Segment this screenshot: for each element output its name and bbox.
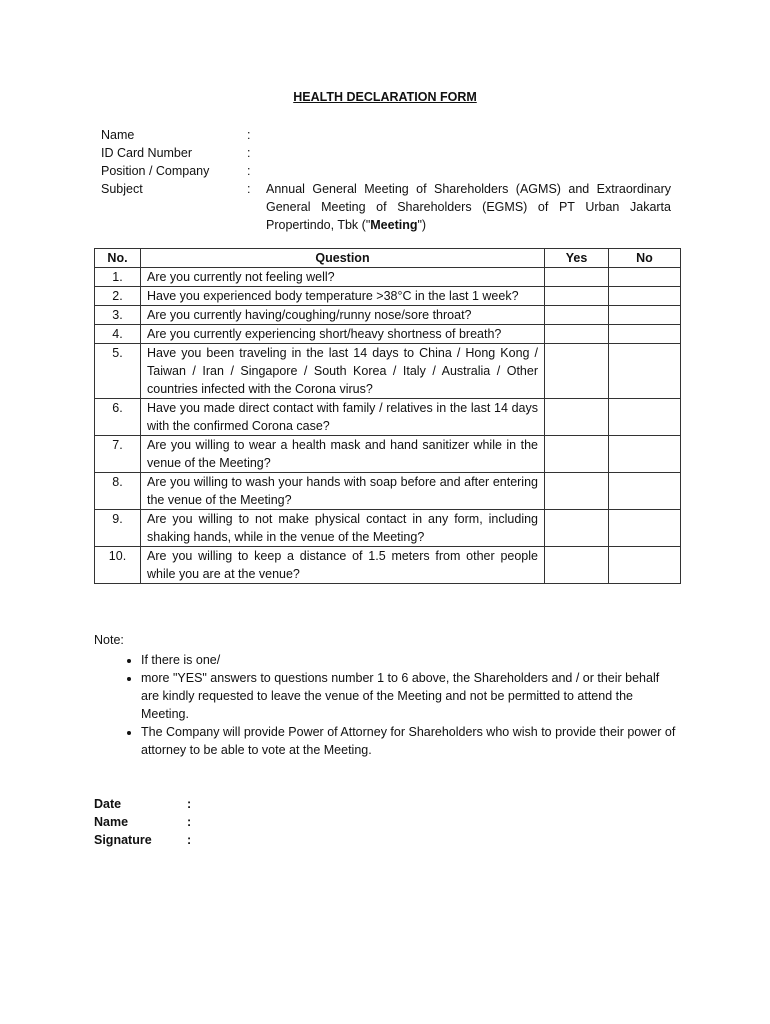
table-row	[95, 306, 681, 325]
no-answer-cell[interactable]	[609, 325, 681, 344]
no-answer-cell[interactable]	[609, 436, 681, 473]
table-row	[95, 287, 681, 306]
note-item: • more "YES" answers to questions number 1 to 6 above, the Shareholders and / or their behalf are kindly requested to leave the venue of the Meeting and not be permitted to attend the Meeting.	[141, 669, 680, 723]
date-row	[94, 795, 191, 813]
colon: :	[247, 182, 251, 196]
signature-row	[94, 831, 191, 849]
question-text: Are you willing to not make physical contact in any form, including shaking hands, while in the venue of the Meeting?	[141, 510, 545, 547]
yes-answer-cell[interactable]	[545, 306, 609, 325]
yes-answer-cell[interactable]	[545, 436, 609, 473]
page-title: HEALTH DECLARATION FORM	[293, 90, 477, 104]
question-text: Are you currently not feeling well?	[141, 268, 545, 287]
question-text: Have you been traveling in the last 14 days to China / Hong Kong / Taiwan / Iran / Singapore / South Korea / Italy / Australia / Other countries infected with the Corona virus?	[141, 344, 545, 399]
table-row	[95, 473, 681, 510]
question-number: 1.	[95, 268, 141, 287]
yes-answer-cell[interactable]	[545, 510, 609, 547]
question-text: Are you willing to keep a distance of 1.5 meters from other people while you are at the venue?	[141, 547, 545, 584]
name-label: Name	[101, 128, 135, 142]
colon: :	[187, 815, 192, 829]
table-header-row	[95, 249, 681, 268]
no-answer-cell[interactable]	[609, 268, 681, 287]
subject-text-before: Annual General Meeting of Shareholders (AGMS) and Extraordinary General Meeting of Shareholders (EGMS) of PT Urban Jakarta Propertindo, Tbk ("	[266, 182, 671, 232]
colon: :	[187, 797, 192, 811]
question-number: 2.	[95, 287, 141, 306]
signature-block	[94, 795, 191, 849]
column-header-yes: Yes	[545, 249, 609, 268]
question-number: 6.	[95, 399, 141, 436]
subject-text-after: ")	[417, 218, 427, 232]
position-company-label: Position / Company	[101, 164, 210, 178]
colon: :	[247, 128, 251, 142]
position-company-row	[101, 162, 673, 180]
note-heading: Note:	[94, 633, 124, 647]
question-text: Are you willing to wear a health mask and hand sanitizer while in the venue of the Meeting?	[141, 436, 545, 473]
question-text: Are you currently experiencing short/heavy shortness of breath?	[141, 325, 545, 344]
subject-text	[266, 180, 671, 234]
yes-answer-cell[interactable]	[545, 268, 609, 287]
name-row	[101, 126, 673, 144]
note-item: • The Company will provide Power of Attorney for Shareholders who wish to provide their power of attorney to be able to vote at the Meeting.	[141, 723, 680, 759]
subject-row	[101, 180, 673, 234]
signer-name-label: Name	[94, 815, 129, 829]
table-row	[95, 399, 681, 436]
colon: :	[247, 146, 251, 160]
question-number: 8.	[95, 473, 141, 510]
signer-name-row	[94, 813, 191, 831]
note-list	[94, 651, 680, 759]
health-questions-table	[94, 248, 681, 584]
table-row	[95, 325, 681, 344]
no-answer-cell[interactable]	[609, 287, 681, 306]
id-card-field[interactable]	[266, 144, 671, 162]
question-number: 4.	[95, 325, 141, 344]
question-text: Are you willing to wash your hands with soap before and after entering the venue of the Meeting?	[141, 473, 545, 510]
question-text: Are you currently having/coughing/runny nose/sore throat?	[141, 306, 545, 325]
table-row	[95, 510, 681, 547]
question-number: 10.	[95, 547, 141, 584]
yes-answer-cell[interactable]	[545, 325, 609, 344]
question-number: 5.	[95, 344, 141, 399]
column-header-no: No.	[95, 249, 141, 268]
subject-label: Subject	[101, 182, 143, 196]
yes-answer-cell[interactable]	[545, 473, 609, 510]
date-label: Date	[94, 797, 122, 811]
yes-answer-cell[interactable]	[545, 287, 609, 306]
yes-answer-cell[interactable]	[545, 344, 609, 399]
yes-answer-cell[interactable]	[545, 547, 609, 584]
subject-bold: Meeting	[370, 218, 418, 232]
column-header-no-answer: No	[609, 249, 681, 268]
table-row	[95, 547, 681, 584]
position-company-field[interactable]	[266, 162, 671, 180]
id-card-row	[101, 144, 673, 162]
no-answer-cell[interactable]	[609, 510, 681, 547]
no-answer-cell[interactable]	[609, 547, 681, 584]
question-number: 7.	[95, 436, 141, 473]
colon: :	[247, 164, 251, 178]
question-text: Have you made direct contact with family / relatives in the last 14 days with the confirmed Corona case?	[141, 399, 545, 436]
note-section	[94, 631, 680, 759]
question-number: 9.	[95, 510, 141, 547]
table-row	[95, 344, 681, 399]
name-field[interactable]	[266, 126, 671, 144]
column-header-question: Question	[141, 249, 545, 268]
signature-label: Signature	[94, 833, 152, 847]
no-answer-cell[interactable]	[609, 399, 681, 436]
table-row	[95, 268, 681, 287]
question-number: 3.	[95, 306, 141, 325]
no-answer-cell[interactable]	[609, 344, 681, 399]
colon: :	[187, 833, 192, 847]
table-row	[95, 436, 681, 473]
no-answer-cell[interactable]	[609, 473, 681, 510]
note-item: • If there is one/	[141, 651, 680, 669]
applicant-info	[101, 126, 673, 234]
id-card-label: ID Card Number	[101, 146, 192, 160]
no-answer-cell[interactable]	[609, 306, 681, 325]
question-text: Have you experienced body temperature >38°C in the last 1 week?	[141, 287, 545, 306]
yes-answer-cell[interactable]	[545, 399, 609, 436]
